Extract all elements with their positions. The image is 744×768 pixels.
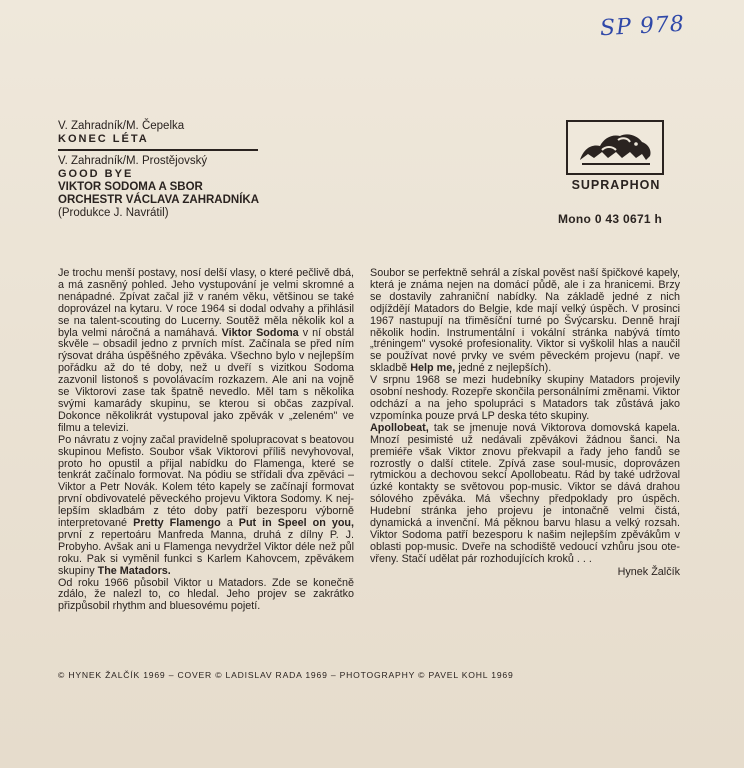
song-title: Put in Speel on you, [238, 517, 355, 530]
artist-name: Viktor Sodoma [221, 326, 299, 339]
liner-paragraph [58, 268, 354, 435]
brand-name: SUPRAPHON [571, 178, 661, 192]
liner-paragraph: V srpnu 1968 se mezi hudebníky skupiny Matadors projevily osobní neshody. Rozepře skončila personálními změnami. Viktor odchází a na jeho spolupráci s Matadors tak zůstává jako vzpomínka pouze prvá LP deska této skupiny. [370, 374, 680, 422]
liner-paragraph [370, 423, 680, 566]
band-name: Apollobeat, [370, 421, 429, 434]
liner-paragraph [370, 268, 680, 375]
liner-notes-right-column [370, 268, 680, 579]
text-run: v ní obstál skvěle – obsadil jedno z prvních míst. Začínala se před ním rýsovat dráha úspěšného zpěváka. Všechno bylo v nejlepším pořádku až do té doby, než u dveří s vizitkou Sodoma zazvonil listonoš s povolávacím rozkazem. Ale ani na vojně se Viktorovi zase tak špatně nevedlo. Měl tam s několika svými kamarády skupinu, se kterou si občas zazpíval. Dokonce několikrát vystupoval jako zpěvák v „zeleném" ve filmu a televizi. [58, 326, 355, 434]
song1-title: KONEC LÉTA [58, 133, 149, 145]
credits-divider [58, 149, 258, 151]
text-run: Je trochu menší postavy, nosí delší vlasy, o které pečlivě dbá, a má zasněný pohled. Jeho vystupování je velmi skromné a nenápadné. Zpívat začal již v raném věku, většinou se také doprovázel na kytaru. V roce 1964 si dodal odvahy a přihlásil se na talent-scouting do Lucerny. Soutěž měla několik kol a byla velmi náročná a namáhavá. [58, 267, 354, 339]
text-run: jedné z nejlepších). [458, 362, 552, 375]
text-run: Soubor se perfektně sehrál a získal pověst naší špičkové kapely, která je známa nejen na domácí půdě, ale i za hranicemi. Brzy se dostavily zahraniční nabídky. Na základě jedné z nich odjíždějí Matadors do Belgie, kde mají velký úspěch. V prosinci 1967 nastupují na třiměsíční turné po Švýcarsku. Denně hrají několik hodin. Instrumentální i vokální stránka nabývá tímto „tréningem" vysoké profesionality. Viktor si vyškolil hlas a naučil se používat nové prvky ve svém pěveckém projevu (např. ve skladbě [370, 267, 680, 375]
copyright-footer: © HYNEK ŽALČÍK 1969 – COVER © LADISLAV RADA 1969 – PHOTOGRAPHY © PAVEL KOHL 1969 [58, 670, 514, 680]
song-title: Pretty Flamengo [133, 517, 221, 530]
song2-authors: V. Zahradník/M. Prostějovský [58, 155, 208, 167]
catalog-number: Mono 0 43 0671 h [558, 212, 663, 226]
author-signature: Hynek Žalčík [617, 565, 680, 578]
band-name: The Matadors. [97, 564, 171, 577]
song1-authors: V. Zahradník/M. Čepelka [58, 120, 185, 132]
lion-emblem-icon [566, 120, 664, 175]
handwritten-catalog-note: SP 978 [599, 11, 686, 42]
song-title: Help me, [410, 362, 456, 375]
text-run: Po návratu z vojny začal pravidelně spolupracovat s beatovou skupinou Mefisto. Soubor však Viktorovi příliš nevyhovoval, proto ho opustil a přijal nabídku do Flamenga, které se tenkrát začínalo formovat. Na pódiu se střídali dva zpěváci – Viktor a Petr Novák. Kolem této kapely se začínají formovat první obdivovatelé pěveckého projevu Viktora Sodomy. K nejlepším skladbám z této doby patří bezesporu výborně interpretované [58, 433, 354, 530]
supraphon-logo [566, 120, 666, 192]
orchestra: ORCHESTR VÁCLAVA ZAHRADNÍKA [58, 194, 260, 206]
text-run: první z repertoáru Manfreda Manna, druhá z dílny P. J. Probyho. Avšak ani u Flamenga nevydržel Viktor déle než půl roku. Pak si vyměnil funkci s Karlem Kahovcem, zpěvákem skupiny [58, 528, 354, 577]
text-run: a [226, 517, 233, 530]
liner-paragraph: Od roku 1966 působil Viktor u Matadors. Zde se konečně zdálo, že nalezl to, co hledal. Jeho projev se zakrátko přizpůsobil rhythm and bluesovému pojetí. [58, 576, 354, 613]
production-credit: (Produkce J. Navrátil) [58, 207, 169, 219]
liner-notes-left-column [58, 268, 354, 613]
text-run: tak se jmenuje nová Viktorova domovská kapela. Mnozí pesimisté už nedávali zpěvákovi žádnou šanci. Na premiéře však Viktor znovu překvapil a řady jeho fandů se rozrostly o další ctitele. Zpívá zase soul-music, doprovázen rytmickou a dechovou sekcí Apollobeatu. Rád by také udržoval úzké kontakty se světovou pop-music. Viktor se dává drahou sólového zpěváka. Má všechny předpoklady pro úspěch. Hudební stránka jeho projevu je intonačně velmi čistá, dynamická a invenční. Má pěknou barvu hlasu a velký rozsah. Viktor Sodoma patří bezesporu k našim nejlepším zpěvákům v oblasti pop-music. Dveře na schodiště vedoucí vzhůru jsou otevřeny. Stačí udělat pár rozhodujících kroků . . . [370, 421, 680, 565]
track-credits [58, 120, 478, 220]
performers: VIKTOR SODOMA A SBOR [58, 181, 203, 193]
song2-title: GOOD BYE [58, 168, 134, 180]
liner-paragraph [58, 435, 354, 578]
